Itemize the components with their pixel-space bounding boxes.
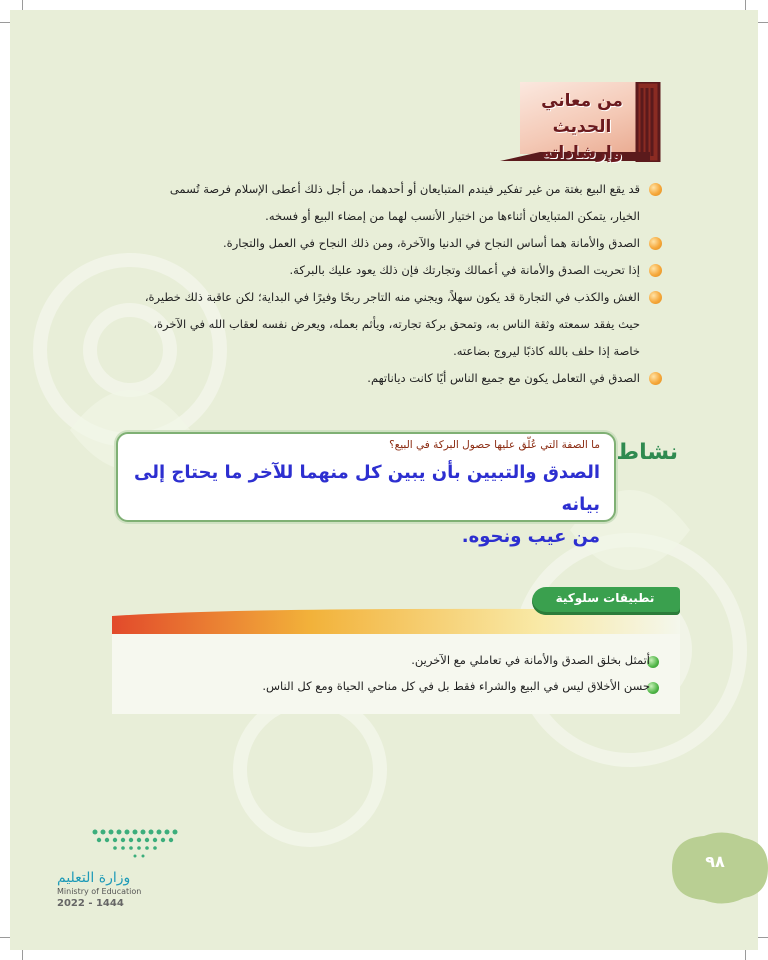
- list-item: الغش والكذب في التجارة قد يكون سهلاً، ويجني منه التاجر ربحًا وفيرًا في البداية؛ لكن عاقبة ذلك خطيرة، حيث يفقد سمعته وثقة الناس به، وتمحق بركة تجارته، ويأثم بعمله، ويعرض نفسه لعقاب الله في الآخرة، خاصة إذا حلف بالله كاذبًا ليروج بضاعته.: [100, 284, 640, 365]
- list-item: قد يقع البيع بغتة من غير تفكير فيندم المتبايعان أو أحدهما، من أجل ذلك أعطى الإسلام فرصة تُسمى الخيار، يتمكن المتبايعان أثناءها من اختيار الأنسب لهما من إمضاء البيع أو فسخه.: [100, 176, 640, 230]
- bullet-icon: [649, 291, 662, 304]
- section-title: من معاني الحديث وإرشاداته: [541, 91, 623, 163]
- list-item: إذا تحريت الصدق والأمانة في أعمالك وتجارتك فإن ذلك يعود عليك بالبركة.: [100, 257, 640, 284]
- list-item: الصدق والأمانة هما أساس النجاح في الدنيا والآخرة، ومن ذلك النجاح في العمل والتجارة.: [100, 230, 640, 257]
- list-item: الصدق في التعامل يكون مع جميع الناس أيًا كانت دياناتهم.: [100, 365, 640, 392]
- activity-question: ما الصفة التي عُلّق عليها حصول البركة في البيع؟: [389, 439, 600, 451]
- page-number: ٩٨: [705, 852, 725, 871]
- applications-box: [112, 634, 680, 714]
- activity-label: نشاط: [616, 440, 678, 465]
- activity-answer: الصدق والتبيين بأن يبين كل منهما للآخر ما يحتاج إلى بيانه من عيب ونحوه.: [134, 462, 600, 547]
- bullet-icon: [649, 183, 662, 196]
- bullet-icon: [649, 264, 662, 277]
- ministry-name-en: Ministry of Education: [57, 887, 142, 896]
- bullet-icon: [649, 372, 662, 385]
- edition-year: 2022 - 1444: [57, 898, 124, 909]
- guidance-list: [100, 176, 640, 392]
- ministry-logo-icon: [55, 826, 185, 866]
- ministry-name-ar: وزارة التعليم: [57, 870, 131, 886]
- bullet-icon: [649, 237, 662, 250]
- applications-title: تطبيقات سلوكية: [555, 591, 655, 605]
- application-item: أتمثل بخلق الصدق والأمانة في تعاملي مع الآخرين.: [411, 653, 650, 667]
- application-item: حسن الأخلاق ليس في البيع والشراء فقط بل في كل مناحي الحياة ومع كل الناس.: [262, 679, 650, 693]
